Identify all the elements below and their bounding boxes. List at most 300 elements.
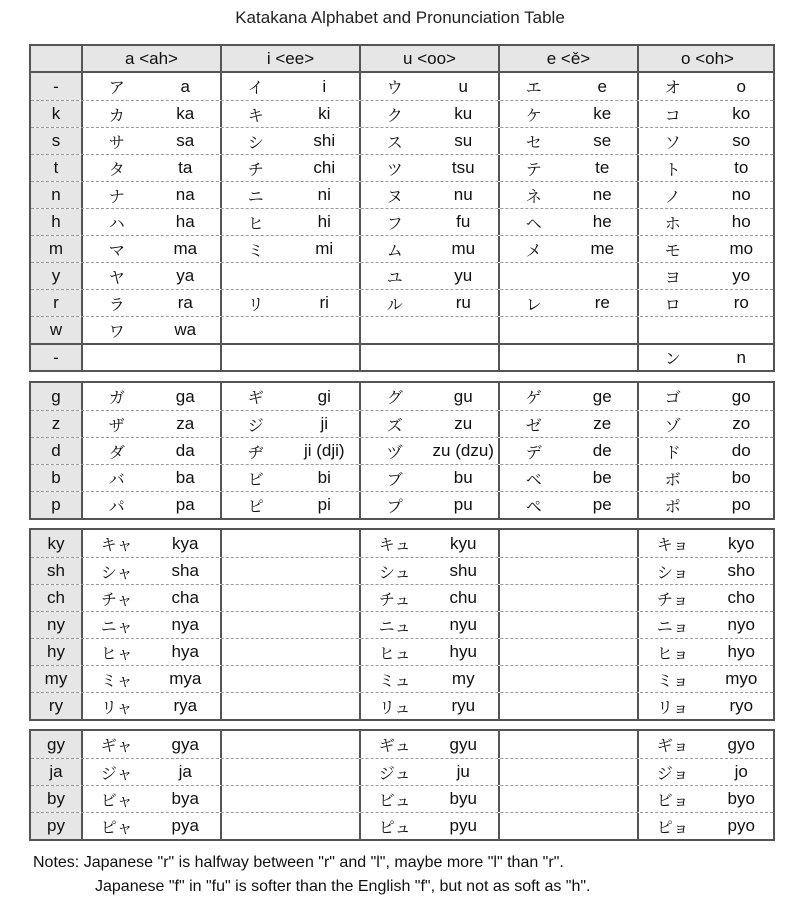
- romaji-text: he: [592, 212, 612, 231]
- syllable-cell: [361, 383, 500, 410]
- syllable-cell: [639, 530, 776, 557]
- katakana-char: ク: [386, 105, 403, 125]
- syllable-cell: [83, 492, 222, 518]
- syllable-cell: [500, 612, 639, 638]
- romaji-text: ju: [456, 762, 470, 781]
- table-row: [31, 530, 773, 557]
- katakana-char: ギュ: [378, 736, 411, 755]
- katakana-char: ビョ: [656, 790, 689, 810]
- syllable-cell: [222, 585, 361, 611]
- vowel-header-e: e <ě>: [500, 46, 639, 71]
- syllable-cell: [639, 786, 776, 812]
- romaji-text: chu: [449, 588, 477, 607]
- katakana-char: ホ: [664, 213, 681, 233]
- katakana-char: セ: [525, 132, 542, 152]
- romaji-text: rya: [173, 696, 198, 715]
- romaji-text: fu: [456, 212, 471, 231]
- syllable-cell: [83, 759, 222, 785]
- syllable-cell: [361, 465, 500, 491]
- syllable-cell: [222, 693, 361, 719]
- table-row: [31, 758, 773, 785]
- syllable-cell: [222, 263, 361, 289]
- syllable-cell: [639, 411, 776, 437]
- katakana-char: ピャ: [100, 817, 133, 837]
- syllable-cell: [361, 786, 500, 812]
- romaji-text: ka: [176, 104, 195, 123]
- romaji-text: ri: [319, 293, 329, 312]
- romaji-text: ru: [455, 293, 471, 312]
- romaji-text: ni: [317, 185, 331, 204]
- katakana-char: エ: [525, 78, 542, 97]
- syllable-cell: [639, 182, 776, 208]
- consonant-label: z: [31, 411, 83, 437]
- katakana-char: チョ: [656, 589, 689, 609]
- syllable-cell: [222, 438, 361, 464]
- romaji-text: na: [175, 185, 195, 204]
- table-row: [31, 638, 773, 665]
- katakana-char: サ: [108, 132, 125, 152]
- katakana-char: ゲ: [525, 388, 542, 407]
- romaji-text: pyu: [449, 816, 477, 835]
- table-row: [31, 692, 773, 719]
- syllable-cell: [83, 317, 222, 343]
- romaji-text: tsu: [451, 158, 475, 177]
- romaji-text: yu: [454, 266, 473, 285]
- romaji-text: gu: [453, 386, 473, 406]
- katakana-char: マ: [108, 240, 125, 260]
- table-row: [31, 235, 773, 262]
- romaji-text: gyu: [449, 734, 477, 754]
- katakana-char: ニュ: [378, 616, 411, 636]
- romaji-text: mo: [729, 239, 754, 258]
- romaji-text: ra: [177, 293, 193, 312]
- romaji-text: a: [180, 76, 190, 96]
- table-row: [31, 100, 773, 127]
- syllable-cell: [500, 585, 639, 611]
- romaji-text: ho: [731, 212, 751, 231]
- romaji-text: de: [592, 441, 612, 460]
- syllable-cell: [83, 786, 222, 812]
- romaji-text: kya: [172, 533, 199, 553]
- romaji-text: pi: [317, 495, 331, 514]
- note-line-2: Japanese "f" in "fu" is softer than the English "f", but not as soft as "h".: [95, 878, 591, 895]
- syllable-cell: [83, 438, 222, 464]
- syllable-cell: [222, 182, 361, 208]
- table-row: [31, 785, 773, 812]
- table-row: [31, 611, 773, 638]
- syllable-cell: [500, 317, 639, 343]
- romaji-text: pya: [171, 816, 199, 835]
- syllable-cell: [500, 73, 639, 100]
- romaji-text: sa: [176, 131, 195, 150]
- katakana-char: キョ: [656, 535, 689, 554]
- consonant-label: ry: [31, 693, 83, 719]
- katakana-char: ヌ: [386, 186, 403, 206]
- syllable-cell: [361, 290, 500, 316]
- romaji-text: da: [175, 441, 195, 460]
- katakana-char: ガ: [108, 388, 125, 407]
- katakana-char: ピョ: [656, 817, 689, 837]
- syllable-cell: [500, 209, 639, 235]
- katakana-char: ヒョ: [656, 643, 689, 663]
- romaji-text: bi: [317, 468, 331, 487]
- katakana-char: ワ: [108, 321, 125, 341]
- table-row: [31, 665, 773, 692]
- consonant-label: s: [31, 128, 83, 154]
- syllable-cell: [222, 465, 361, 491]
- syllable-cell: [639, 731, 776, 758]
- syllable-cell: [222, 492, 361, 518]
- syllable-cell: [222, 530, 361, 557]
- katakana-char: キャ: [100, 535, 133, 554]
- romaji-text: n: [736, 347, 746, 367]
- romaji-text: be: [592, 468, 612, 487]
- romaji-text: gyo: [727, 734, 755, 754]
- katakana-char: リョ: [656, 697, 689, 717]
- syllable-cell: [500, 182, 639, 208]
- table-row: [31, 464, 773, 491]
- syllable-cell: [639, 558, 776, 584]
- katakana-char: ブ: [386, 469, 403, 489]
- syllable-cell: [83, 411, 222, 437]
- romaji-text: my: [451, 669, 475, 688]
- romaji-text: yo: [732, 266, 751, 285]
- syllable-cell: [500, 693, 639, 719]
- consonant-label: y: [31, 263, 83, 289]
- romaji-text: do: [731, 441, 751, 460]
- katakana-char: ボ: [664, 469, 681, 489]
- romaji-text: mya: [169, 669, 202, 688]
- syllable-cell: [639, 438, 776, 464]
- syllable-cell: [639, 345, 776, 370]
- romaji-text: sho: [727, 561, 755, 580]
- romaji-text: no: [731, 185, 751, 204]
- syllable-cell: [222, 73, 361, 100]
- romaji-text: ji (dji): [303, 441, 345, 460]
- syllable-cell: [83, 236, 222, 262]
- katakana-char: ラ: [108, 294, 125, 314]
- syllable-cell: [83, 666, 222, 692]
- katakana-char: ビ: [247, 469, 264, 489]
- romaji-text: gya: [171, 734, 199, 754]
- syllable-cell: [639, 492, 776, 518]
- romaji-text: e: [597, 76, 607, 96]
- note-line-1: Notes: Japanese "r" is halfway between "r" and "l", maybe more "l" than "r".: [33, 854, 564, 871]
- romaji-text: nyu: [449, 615, 477, 634]
- romaji-text: go: [731, 386, 751, 406]
- consonant-label: h: [31, 209, 83, 235]
- consonant-label: r: [31, 290, 83, 316]
- table-row: [31, 343, 773, 370]
- romaji-text: gi: [317, 386, 331, 406]
- romaji-text: jo: [734, 762, 748, 781]
- romaji-text: zo: [732, 414, 751, 433]
- romaji-text: sha: [171, 561, 199, 580]
- katakana-char: ジュ: [378, 763, 411, 783]
- syllable-cell: [500, 290, 639, 316]
- syllable-cell: [222, 558, 361, 584]
- katakana-char: ヒ: [247, 213, 264, 233]
- syllable-cell: [500, 263, 639, 289]
- katakana-char: ミャ: [100, 670, 133, 690]
- syllable-cell: [500, 492, 639, 518]
- romaji-text: me: [590, 239, 615, 258]
- romaji-text: ku: [454, 104, 473, 123]
- romaji-text: chi: [313, 158, 336, 177]
- romaji-text: ya: [176, 266, 195, 285]
- syllable-cell: [83, 731, 222, 758]
- katakana-char: チュ: [378, 589, 411, 609]
- syllable-cell: [222, 317, 361, 343]
- katakana-char: シュ: [378, 562, 411, 582]
- syllable-cell: [222, 731, 361, 758]
- consonant-label: by: [31, 786, 83, 812]
- katakana-char: ゾ: [664, 415, 681, 435]
- katakana-char: キ: [247, 105, 264, 125]
- syllable-cell: [83, 128, 222, 154]
- romaji-text: re: [594, 293, 610, 312]
- syllable-cell: [500, 530, 639, 557]
- consonant-label: gy: [31, 731, 83, 758]
- syllable-cell: [361, 693, 500, 719]
- romaji-text: myo: [725, 669, 758, 688]
- katakana-char: バ: [108, 469, 125, 489]
- katakana-char: ミュ: [378, 670, 411, 690]
- katakana-char: テ: [525, 159, 542, 179]
- katakana-char: ゼ: [525, 415, 542, 435]
- table-section-basic: [29, 44, 775, 372]
- table-section-voiced-combos: [29, 729, 775, 841]
- romaji-text: kyo: [728, 533, 755, 553]
- table-row: [31, 127, 773, 154]
- syllable-cell: [500, 345, 639, 370]
- table-row: [31, 731, 773, 758]
- katakana-char: ビュ: [378, 790, 411, 810]
- romaji-text: mi: [315, 239, 334, 258]
- katakana-char: プ: [386, 496, 403, 516]
- notes: [33, 851, 773, 899]
- katakana-char: デ: [525, 442, 542, 462]
- romaji-text: pe: [592, 495, 612, 514]
- romaji-text: te: [595, 158, 610, 177]
- katakana-char: カ: [108, 105, 125, 125]
- vowel-header-i: i <ee>: [222, 46, 361, 71]
- katakana-char: ジョ: [656, 763, 689, 783]
- syllable-cell: [639, 759, 776, 785]
- syllable-cell: [83, 290, 222, 316]
- romaji-text: ja: [178, 762, 192, 781]
- katakana-char: ル: [386, 294, 403, 314]
- romaji-text: pyo: [727, 816, 755, 835]
- syllable-cell: [361, 530, 500, 557]
- katakana-char: ニ: [247, 186, 264, 206]
- syllable-cell: [83, 345, 222, 370]
- katakana-char: キュ: [378, 535, 411, 554]
- romaji-text: ga: [175, 386, 195, 406]
- syllable-cell: [361, 585, 500, 611]
- vowel-header-row: [31, 46, 773, 73]
- syllable-cell: [83, 101, 222, 127]
- syllable-cell: [361, 101, 500, 127]
- syllable-cell: [83, 263, 222, 289]
- consonant-label: k: [31, 101, 83, 127]
- syllable-cell: [83, 530, 222, 557]
- syllable-cell: [639, 290, 776, 316]
- romaji-text: to: [734, 158, 749, 177]
- romaji-text: o: [736, 76, 746, 96]
- katakana-char: ユ: [386, 267, 403, 287]
- katakana-char: シ: [247, 132, 264, 152]
- katakana-char: ダ: [108, 442, 125, 462]
- syllable-cell: [361, 612, 500, 638]
- katakana-char: メ: [525, 240, 542, 260]
- katakana-char: ザ: [108, 415, 125, 435]
- syllable-cell: [639, 128, 776, 154]
- syllable-cell: [222, 155, 361, 181]
- table-row: [31, 181, 773, 208]
- katakana-char: ジ: [247, 415, 264, 435]
- syllable-cell: [639, 465, 776, 491]
- katakana-char: ア: [108, 78, 125, 97]
- katakana-char: ツ: [386, 159, 403, 179]
- consonant-label: -: [31, 345, 83, 370]
- katakana-char: ゴ: [664, 388, 681, 407]
- consonant-label: ch: [31, 585, 83, 611]
- katakana-char: ジャ: [100, 763, 133, 783]
- romaji-text: mu: [451, 239, 476, 258]
- syllable-cell: [361, 236, 500, 262]
- romaji-text: bo: [731, 468, 751, 487]
- table-row: [31, 557, 773, 584]
- syllable-cell: [222, 128, 361, 154]
- syllable-cell: [222, 666, 361, 692]
- katakana-char: ヤ: [108, 267, 125, 287]
- katakana-char: ハ: [108, 213, 125, 233]
- syllable-cell: [361, 128, 500, 154]
- syllable-cell: [83, 155, 222, 181]
- syllable-cell: [361, 639, 500, 665]
- syllable-cell: [222, 236, 361, 262]
- syllable-cell: [361, 73, 500, 100]
- syllable-cell: [222, 411, 361, 437]
- syllable-cell: [639, 666, 776, 692]
- romaji-text: bya: [171, 789, 199, 808]
- syllable-cell: [361, 666, 500, 692]
- table-row: [31, 437, 773, 464]
- syllable-cell: [361, 155, 500, 181]
- katakana-char: ミョ: [656, 670, 689, 690]
- syllable-cell: [83, 612, 222, 638]
- syllable-cell: [361, 492, 500, 518]
- table-row: [31, 208, 773, 235]
- consonant-label: ky: [31, 530, 83, 557]
- katakana-char: ニャ: [100, 616, 133, 636]
- romaji-text: wa: [174, 320, 197, 339]
- katakana-char: オ: [664, 78, 681, 97]
- katakana-char: コ: [664, 105, 681, 125]
- katakana-char: ギョ: [656, 736, 689, 755]
- romaji-text: ze: [593, 414, 612, 433]
- romaji-text: pa: [175, 495, 195, 514]
- consonant-label: n: [31, 182, 83, 208]
- vowel-header-u: u <oo>: [361, 46, 500, 71]
- katakana-char: リャ: [100, 697, 133, 717]
- romaji-text: cho: [727, 588, 755, 607]
- katakana-char: グ: [386, 388, 403, 407]
- syllable-cell: [639, 585, 776, 611]
- table-section-combos: [29, 528, 775, 721]
- table-row: [31, 491, 773, 518]
- romaji-text: po: [731, 495, 751, 514]
- katakana-char: ベ: [525, 469, 542, 489]
- syllable-cell: [222, 101, 361, 127]
- romaji-text: ma: [173, 239, 198, 258]
- syllable-cell: [361, 209, 500, 235]
- table-row: [31, 812, 773, 839]
- table-row: [31, 289, 773, 316]
- consonant-label: t: [31, 155, 83, 181]
- syllable-cell: [83, 182, 222, 208]
- katakana-char: ミ: [247, 240, 264, 260]
- romaji-text: ha: [175, 212, 195, 231]
- syllable-cell: [361, 731, 500, 758]
- syllable-cell: [500, 465, 639, 491]
- katakana-char: ヒュ: [378, 643, 411, 663]
- table-section-voiced: [29, 381, 775, 520]
- romaji-text: kyu: [450, 533, 477, 553]
- katakana-char: ショ: [656, 562, 689, 582]
- syllable-cell: [222, 209, 361, 235]
- katakana-char: ヘ: [525, 213, 542, 233]
- romaji-text: ji: [320, 414, 329, 433]
- consonant-label: d: [31, 438, 83, 464]
- romaji-text: i: [322, 76, 327, 96]
- syllable-cell: [361, 345, 500, 370]
- syllable-cell: [361, 411, 500, 437]
- katakana-char: ズ: [386, 415, 403, 435]
- romaji-text: zu (dzu): [432, 441, 494, 460]
- katakana-char: シャ: [100, 562, 133, 582]
- katakana-char: ド: [664, 442, 681, 462]
- syllable-cell: [500, 101, 639, 127]
- katakana-char: ペ: [525, 496, 542, 516]
- syllable-cell: [222, 290, 361, 316]
- katakana-char: チ: [247, 159, 264, 179]
- katakana-char: ケ: [525, 105, 542, 125]
- katakana-char: ウ: [386, 78, 403, 97]
- syllable-cell: [500, 438, 639, 464]
- syllable-cell: [222, 383, 361, 410]
- katakana-char: ギャ: [100, 736, 133, 755]
- romaji-text: hyu: [449, 642, 477, 661]
- table-row: [31, 410, 773, 437]
- syllable-cell: [83, 693, 222, 719]
- syllable-cell: [361, 813, 500, 839]
- table-row: [31, 154, 773, 181]
- syllable-cell: [83, 465, 222, 491]
- syllable-cell: [361, 759, 500, 785]
- romaji-text: byo: [727, 789, 755, 808]
- syllable-cell: [361, 317, 500, 343]
- katakana-char: チャ: [100, 589, 133, 609]
- katakana-char: ソ: [664, 132, 681, 152]
- syllable-cell: [83, 585, 222, 611]
- katakana-char: モ: [664, 240, 681, 260]
- katakana-char: タ: [108, 159, 125, 179]
- romaji-text: bu: [453, 468, 473, 487]
- consonant-label: ny: [31, 612, 83, 638]
- consonant-label: my: [31, 666, 83, 692]
